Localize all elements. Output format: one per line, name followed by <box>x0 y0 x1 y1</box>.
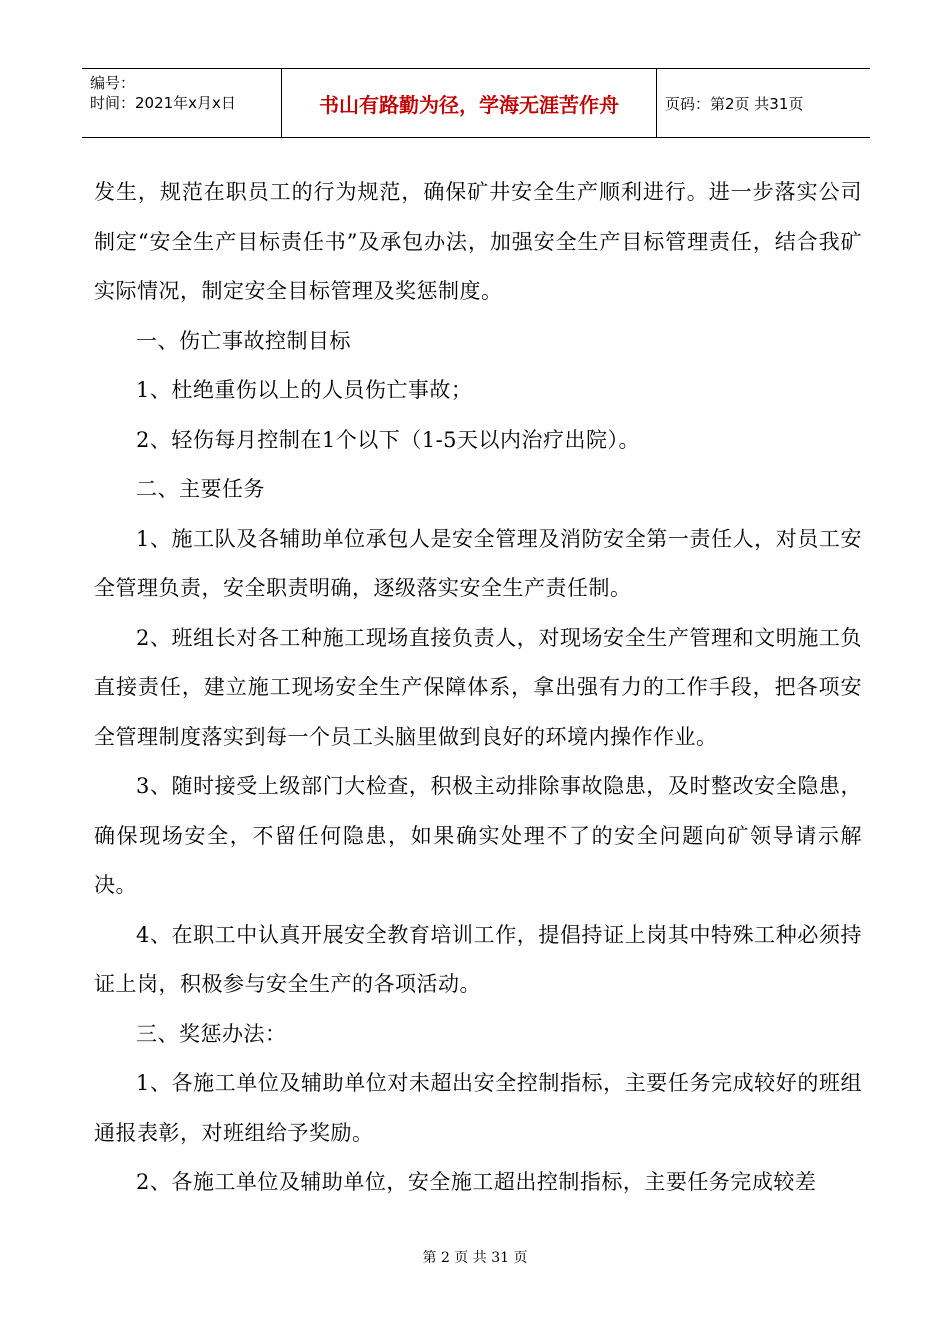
paragraph: 2、轻伤每月控制在1个以下（1-5天以内治疗出院）。 <box>136 427 641 452</box>
page-footer: 第 2 页 共 31 页 <box>422 1250 528 1266</box>
paragraph: 1、杜绝重伤以上的人员伤亡事故； <box>136 378 473 402</box>
section-heading: 一、伤亡事故控制目标 <box>136 328 351 353</box>
paragraph: 3、随时接受上级部门大检查，积极主动排除事故隐患，及时整改安全隐患，确保现场安全，不留任何隐患，如果确实处理不了的安全问题向矿领导请示解决。 <box>94 774 862 897</box>
time-label: 时间：2021年x月x日 <box>90 94 236 112</box>
header-motto: 书山有路勤为径，学海无涯苦作舟 <box>282 69 657 137</box>
document-body <box>94 168 862 1208</box>
document-header <box>82 68 870 138</box>
header-page-info: 页码：第2页 共31页 <box>665 94 804 113</box>
section-heading: 三、奖惩办法： <box>136 1021 287 1046</box>
paragraph: 1、施工队及各辅助单位承包人是安全管理及消防安全第一责任人，对员工安全管理负责，安全职责明确，逐级落实安全生产责任制。 <box>94 526 862 600</box>
paragraph: 发生，规范在职员工的行为规范，确保矿井安全生产顺利进行。进一步落实公司制定“安全生产目标责任书”及承包办法，加强安全生产目标管理责任，结合我矿实际情况，制定安全目标管理及奖惩制度。 <box>94 180 862 303</box>
header-meta <box>82 69 282 137</box>
paragraph: 4、在职工中认真开展安全教育培训工作，提倡持证上岗其中特殊工种必须持证上岗，积极参与安全生产的各项活动。 <box>94 922 862 996</box>
paragraph: 2、班组长对各工种施工现场直接负责人，对现场安全生产管理和文明施工负直接责任，建立施工现场安全生产保障体系，拿出强有力的工作手段，把各项安全管理制度落实到每一个员工头脑里做到良好的环境内操作作业。 <box>94 625 862 749</box>
paragraph: 1、各施工单位及辅助单位对未超出安全控制指标，主要任务完成较好的班组通报表彰，对班组给予奖励。 <box>94 1071 862 1145</box>
paragraph: 2、各施工单位及辅助单位，安全施工超出控制指标，主要任务完成较差 <box>136 1170 817 1194</box>
section-heading: 二、主要任务 <box>136 477 265 501</box>
number-label: 编号： <box>90 74 136 92</box>
